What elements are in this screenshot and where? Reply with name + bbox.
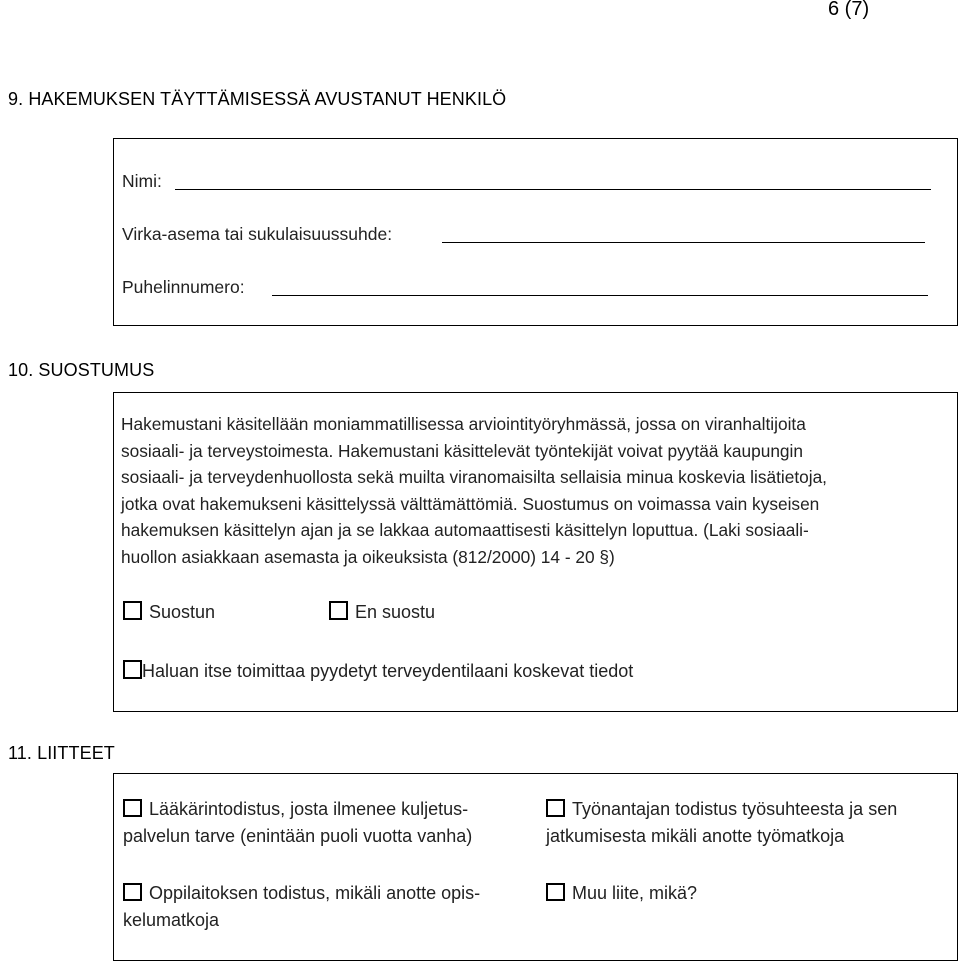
consent-agree-option[interactable] [123, 601, 215, 623]
section-heading-attachments: 11. LIITTEET [8, 743, 115, 763]
attachment-school-certificate[interactable] [123, 880, 480, 934]
self-deliver-option[interactable] [123, 660, 633, 682]
attachment-label: Oppilaitoksen todistus, mikäli anotte opis- [149, 883, 481, 903]
assistant-box [113, 138, 958, 326]
disagree-label: En suostu [355, 602, 436, 622]
attachment-label: palvelun tarve (enintään puoli vuotta vanha) [123, 826, 473, 846]
name-label: Nimi: [122, 171, 162, 191]
attachment-label: jatkumisesta mikäli anotte työmatkoja [546, 826, 845, 846]
agree-checkbox[interactable] [123, 601, 142, 620]
agree-label: Suostun [149, 602, 216, 622]
attachment-other[interactable] [546, 880, 697, 907]
consent-line: hakemuksen käsittelyn ajan ja se lakkaa automaattisesti käsittelyn loputtua. (Laki sosiaali- [121, 520, 809, 540]
consent-box [113, 392, 958, 712]
position-field[interactable] [442, 242, 925, 243]
other-attachment-checkbox[interactable] [546, 883, 565, 901]
phone-field[interactable] [272, 295, 928, 296]
employer-certificate-checkbox[interactable] [546, 799, 565, 817]
consent-line: huollon asiakkaan asemasta ja oikeuksista (812/2000) 14 - 20 §) [121, 546, 615, 567]
attachment-label: Muu liite, mikä? [572, 883, 698, 903]
name-field[interactable] [175, 189, 931, 190]
attachments-box [113, 773, 958, 961]
section-heading-assistant: 9. HAKEMUKSEN TÄYTTÄMISESSÄ AVUSTANUT HENKILÖ [8, 89, 507, 109]
page-number: 6 (7) [828, 0, 870, 20]
attachment-doctor-certificate[interactable] [123, 796, 472, 850]
consent-disagree-option[interactable] [329, 601, 435, 623]
self-deliver-checkbox[interactable] [123, 660, 142, 679]
consent-line: sosiaali- ja terveystoimesta. Hakemustani käsittelevät työntekijät voivat pyytää kaupungin [121, 440, 803, 461]
school-certificate-checkbox[interactable] [123, 883, 142, 901]
attachment-label: Lääkärintodistus, josta ilmenee kuljetus- [149, 799, 469, 819]
attachment-label: Työnantajan todistus työsuhteesta ja sen [572, 799, 898, 819]
consent-line: sosiaali- ja terveydenhuollosta sekä muilta viranomaisilta sellaisia minua koskevia lisätietoja, [121, 467, 827, 487]
attachment-label: kelumatkoja [123, 910, 220, 930]
consent-line: jotka ovat hakemukseni käsittelyssä välttämättömiä. Suostumus on voimassa vain kyseisen [121, 493, 820, 514]
consent-line: Hakemustani käsitellään moniammatillisessa arviointityöryhmässä, jossa on viranhaltijoita [121, 414, 806, 434]
attachment-employer-certificate[interactable] [546, 796, 897, 850]
position-label: Virka-asema tai sukulaisuussuhde: [122, 224, 393, 244]
doctor-certificate-checkbox[interactable] [123, 799, 142, 817]
phone-label: Puhelinnumero: [122, 277, 245, 297]
section-heading-consent: 10. SUOSTUMUS [8, 360, 155, 380]
self-deliver-label: Haluan itse toimittaa pyydetyt terveydentilaani koskevat tiedot [142, 661, 634, 681]
consent-text [121, 411, 951, 570]
disagree-checkbox[interactable] [329, 601, 348, 620]
